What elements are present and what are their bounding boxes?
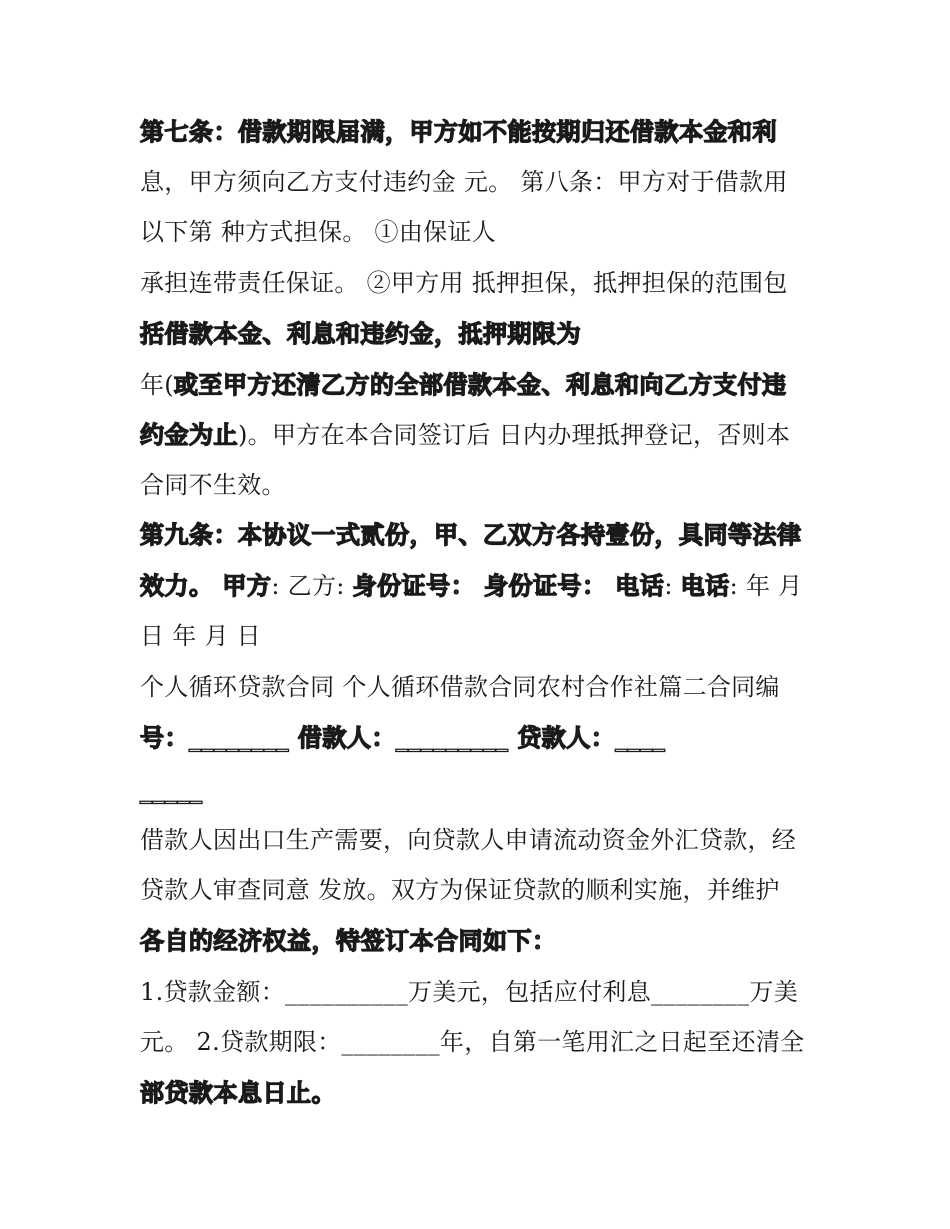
text-segment: : (664, 572, 681, 600)
text-segment: 元。 2.贷款期限：________年，自第一笔用汇之日起至还清全 (140, 1028, 805, 1056)
text-line (140, 319, 581, 349)
text-segment: : 年 月 (729, 572, 803, 600)
text-line (140, 875, 780, 905)
text-segment: )。甲方在本合同签订后 日内办理抵押登记，否则本 (238, 421, 791, 449)
outlined-text-segment: 括借款本金、利息和违约金，抵押期限为 (140, 320, 581, 348)
text-segment: 日 年 月 日 (140, 622, 261, 650)
text-segment: : 乙方: (271, 572, 353, 600)
text-line (140, 470, 286, 500)
text-segment: 承担连带责任保证。 ②甲方用 抵押担保，抵押担保的范围包 (140, 269, 788, 297)
text-line (140, 775, 203, 805)
text-segment: 贷款人审查同意 发放。双方为保证贷款的顺利实施，并维护 (140, 876, 780, 904)
text-line (140, 117, 777, 147)
text-segment: 息，甲方须向乙方支付违约金 元。 第八条：甲方对于借款用 (140, 168, 788, 196)
text-line (140, 520, 802, 550)
text-line (140, 977, 798, 1007)
outlined-text-segment: 身份证号： 身份证号： 电话 (352, 572, 665, 600)
text-segment: 合同不生效。 (140, 471, 286, 499)
outlined-text-segment: 号：________ 借款人：_________ 贷款人：____ (140, 724, 666, 752)
text-segment: 年( (140, 371, 174, 399)
outlined-text-segment: 第九条：本协议一式贰份，甲、乙双方各持壹份，具同等法律 (140, 521, 802, 549)
text-segment: 借款人因出口生产需要，向贷款人申请流动资金外汇贷款，经 (140, 826, 797, 854)
outlined-text-segment: 电话 (680, 572, 730, 600)
text-line (140, 825, 796, 855)
text-line (140, 672, 780, 702)
outlined-text-segment: 或至甲方还清乙方的全部借款本金、利息和向乙方支付违 (173, 371, 787, 399)
text-line (140, 1027, 804, 1057)
text-segment: 1.贷款金额：__________万美元，包括应付利息________万美 (140, 978, 798, 1006)
text-line (140, 167, 788, 197)
outlined-text-segment: 各自的经济权益，特签订本合同如下： (140, 927, 557, 955)
text-line (140, 420, 790, 450)
text-line (140, 1078, 336, 1108)
text-line (140, 217, 496, 247)
outlined-text-segment: _____ (140, 776, 203, 804)
outlined-text-segment: 效力。 甲方 (140, 572, 272, 600)
text-line (140, 621, 261, 651)
text-line (140, 926, 557, 956)
outlined-text-segment: 第七条：借款期限届满，甲方如不能按期归还借款本金和利 (140, 118, 777, 146)
text-line (140, 571, 802, 601)
text-line (140, 268, 788, 298)
outlined-text-segment: 部贷款本息日止。 (140, 1079, 336, 1107)
outlined-text-segment: 约金为止 (140, 421, 238, 449)
text-segment: 个人循环贷款合同 个人循环借款合同农村合作社篇二合同编 (140, 673, 780, 701)
text-line (140, 370, 786, 400)
text-segment: 以下第 种方式担保。 ①由保证人 (140, 218, 497, 246)
text-line (140, 723, 665, 753)
